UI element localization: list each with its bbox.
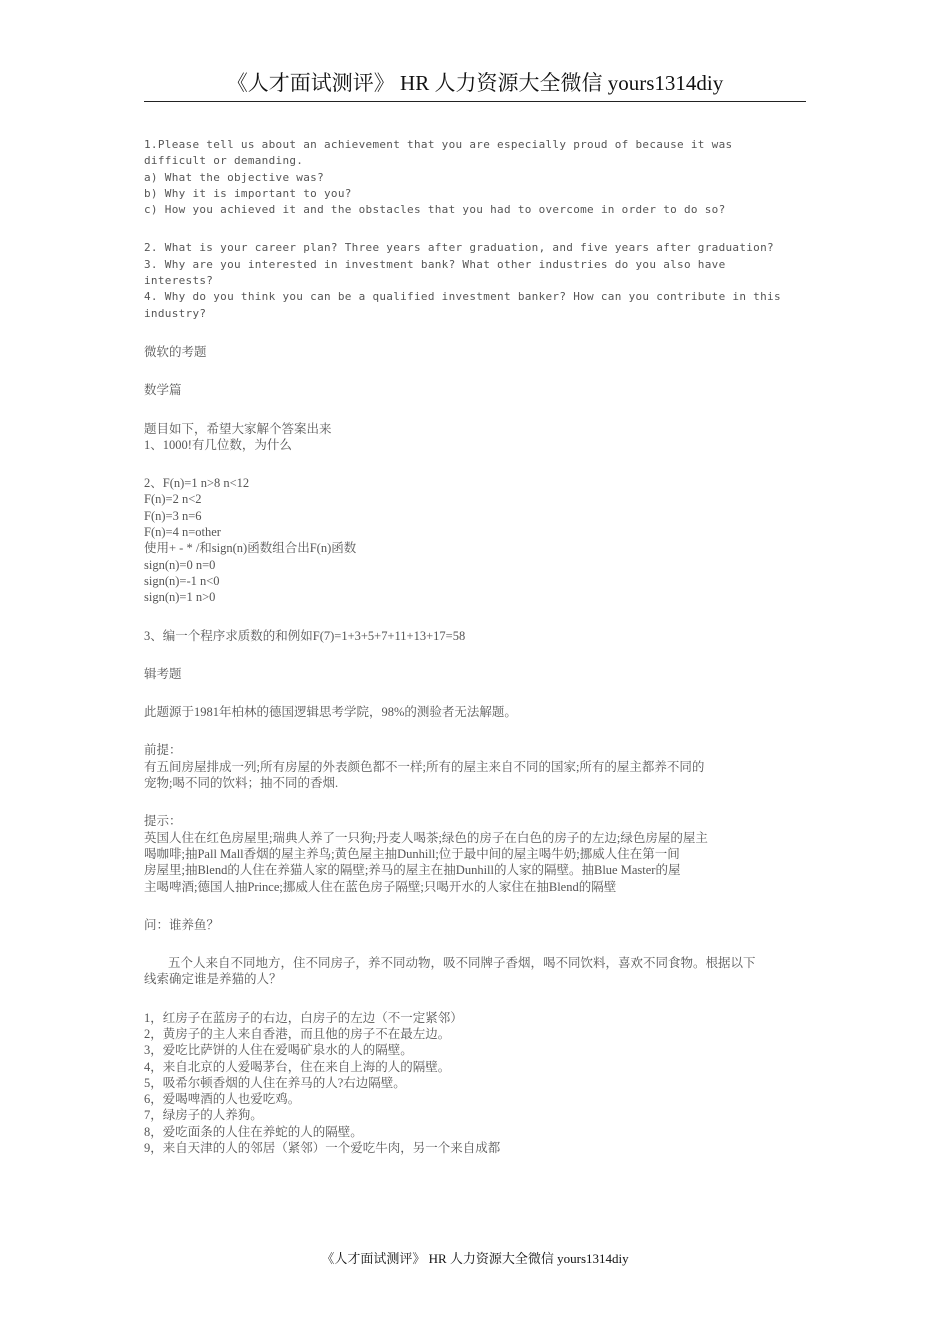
math-intro: 题目如下，希望大家解个答案出来 <box>144 421 332 436</box>
spacer <box>144 218 808 240</box>
cat-puzzle-intro: 五个人来自不同地方，住不同房子，养不同动物，吸不同牌子香烟，喝不同饮料，喜欢不同食物。根据以下 <box>168 956 756 971</box>
math-problem-2 <box>144 475 808 605</box>
list-item: 7，绿房子的人养狗。 <box>144 1108 263 1123</box>
question-1-line-1: 1.Please tell us about an achievement that you are especially proud of because it was <box>144 138 733 151</box>
hint-line: 喝咖啡;抽Pall Mall香烟的屋主养鸟;黄色屋主抽Dunhill;位于最中间的屋主喝牛奶;挪威人住在第一间 <box>144 846 680 861</box>
question-4-line-1: 4. Why do you think you can be a qualified investment banker? How can you contribute in this <box>144 290 781 304</box>
question-1-sub-c: c) How you achieved it and the obstacles that you had to overcome in order to do so? <box>144 203 726 217</box>
hint-line: 英国人住在红色房屋里;瑞典人养了一只狗;丹麦人喝茶;绿色的房子在白色的房子的左边;绿色房屋的屋主 <box>144 830 708 845</box>
premise-line: 有五间房屋排成一列;所有房屋的外表颜色都不一样;所有的屋主来自不同的国家;所有的屋主都养不同的 <box>144 759 705 774</box>
section-title-math: 数学篇 <box>144 383 182 398</box>
list-item: 9，来自天津的人的邻居（紧邻）一个爱吃牛肉，另一个来自成都 <box>144 1141 501 1156</box>
spacer <box>144 360 808 382</box>
spacer <box>144 988 808 1010</box>
math-problem-2-line: sign(n)=0 n=0 <box>144 557 216 572</box>
spacer <box>144 895 808 917</box>
math-problem-3: 3、编一个程序求质数的和例如F(7)=1+3+5+7+11+13+17=58 <box>144 628 466 643</box>
math-problem-2-line: 使用+ - * /和sign(n)函数组合出F(n)函数 <box>144 541 357 556</box>
logic-source: 此题源于1981年柏林的德国逻辑思考学院，98%的测验者无法解题。 <box>144 705 517 720</box>
spacer <box>144 682 808 704</box>
list-item: 5，吸希尔顿香烟的人住在养马的人?右边隔壁。 <box>144 1075 406 1090</box>
page-content <box>144 137 808 1156</box>
section-title-microsoft: 微软的考题 <box>144 344 207 359</box>
hint-line: 房屋里;抽Blend的人住在养猫人家的隔壁;养马的屋主在抽Dunhill的人家的隔壁。抽Blue Master的屋 <box>144 863 681 878</box>
spacer <box>144 720 808 742</box>
list-item: 2，黄房子的主人来自香港，而且他的房子不在最左边。 <box>144 1026 451 1041</box>
hint-line: 主喝啤酒;德国人抽Prince;挪威人住在蓝色房子隔壁;只喝开水的人家住在抽Blend的隔壁 <box>144 879 617 894</box>
math-problem-2-line: sign(n)=-1 n<0 <box>144 573 220 588</box>
question-4-line-2: industry? <box>144 306 207 320</box>
math-problem-2-line: F(n)=2 n<2 <box>144 492 202 507</box>
premise-line: 宠物;喝不同的饮料；抽不同的香烟. <box>144 776 339 791</box>
math-problem-1: 1、1000!有几位数，为什么 <box>144 437 292 452</box>
question-1-sub-b: b) Why it is important to you? <box>144 186 352 200</box>
cat-puzzle-intro-cont: 线索确定谁是养猫的人？ <box>144 972 282 987</box>
list-item: 6，爱喝啤酒的人也爱吃鸡。 <box>144 1092 301 1107</box>
spacer <box>144 453 808 475</box>
page-header: 《人才面试测评》 HR 人力资源大全微信 yours1314diy <box>144 68 806 102</box>
english-questions <box>144 137 808 322</box>
spacer <box>144 644 808 666</box>
math-problem-2-line: F(n)=3 n=6 <box>144 508 202 523</box>
logic-question: 问：谁养鱼？ <box>144 917 220 932</box>
list-item: 1，红房子在蓝房子的右边，白房子的左边（不一定紧邻） <box>144 1010 463 1025</box>
cat-clues-list <box>144 1010 808 1157</box>
spacer <box>144 399 808 421</box>
spacer <box>144 322 808 344</box>
spacer <box>144 791 808 813</box>
section-title-logic: 辑考题 <box>144 666 182 681</box>
math-problem-2-line: sign(n)=1 n>0 <box>144 590 216 605</box>
list-item: 3，爱吃比萨饼的人住在爱喝矿泉水的人的隔壁。 <box>144 1043 413 1058</box>
list-item: 8，爱吃面条的人住在养蛇的人的隔壁。 <box>144 1124 363 1139</box>
spacer <box>144 606 808 628</box>
hint-label: 提示： <box>144 814 182 829</box>
question-3-line-1: 3. Why are you interested in investment bank? What other industries do you also have <box>144 257 726 271</box>
question-2: 2. What is your career plan? Three years after graduation, and five years after graduation? <box>144 241 774 255</box>
question-3-line-2: interests? <box>144 274 214 288</box>
question-1-line-2: difficult or demanding. <box>144 154 304 168</box>
spacer <box>144 933 808 955</box>
page-footer: 《人才面试测评》 HR 人力资源大全微信 yours1314diy <box>321 1251 629 1266</box>
list-item: 4，来自北京的人爱喝茅台，住在来自上海的人的隔壁。 <box>144 1059 451 1074</box>
math-problem-2-line: 2、F(n)=1 n>8 n<12 <box>144 476 250 491</box>
math-problem-2-line: F(n)=4 n=other <box>144 525 221 540</box>
premise-label: 前提： <box>144 743 182 758</box>
question-1-sub-a: a) What the objective was? <box>144 170 324 184</box>
